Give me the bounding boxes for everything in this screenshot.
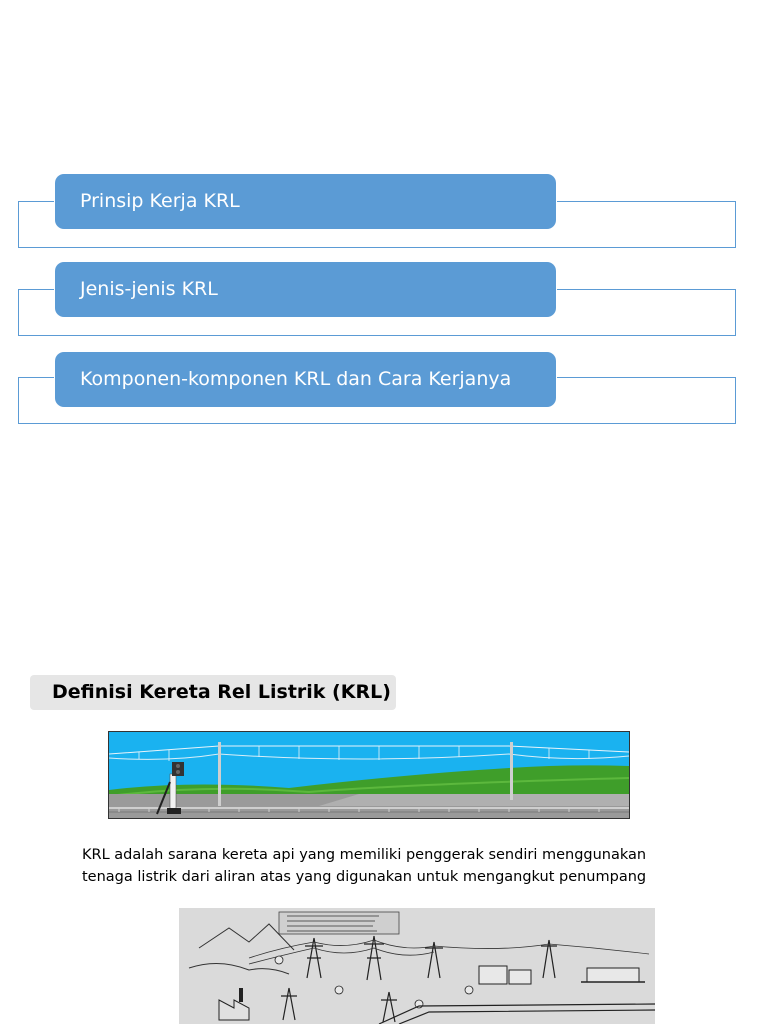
outline-item-prinsip-kerja[interactable]	[55, 174, 556, 229]
outline-item-label: Jenis-jenis KRL	[80, 278, 218, 300]
definition-description	[82, 844, 722, 888]
description-line-1: KRL adalah sarana kereta api yang memiliki penggerak sendiri menggunakan	[82, 847, 647, 863]
railway-scene-image	[108, 731, 630, 819]
power-distribution-diagram-image	[179, 908, 655, 1024]
description-line-2: tenaga listrik dari aliran atas yang digunakan untuk mengangkut penumpang	[82, 869, 647, 885]
outline-item-jenis-jenis[interactable]	[55, 262, 556, 317]
outline-item-komponen[interactable]	[55, 352, 556, 407]
power-distribution-diagram-svg	[179, 908, 655, 1024]
outline-item-label: Prinsip Kerja KRL	[80, 190, 240, 212]
definition-heading: Definisi Kereta Rel Listrik (KRL)	[30, 675, 396, 710]
railway-scene-svg	[109, 732, 629, 818]
outline-item-label: Komponen-komponen KRL dan Cara Kerjanya	[80, 368, 512, 390]
